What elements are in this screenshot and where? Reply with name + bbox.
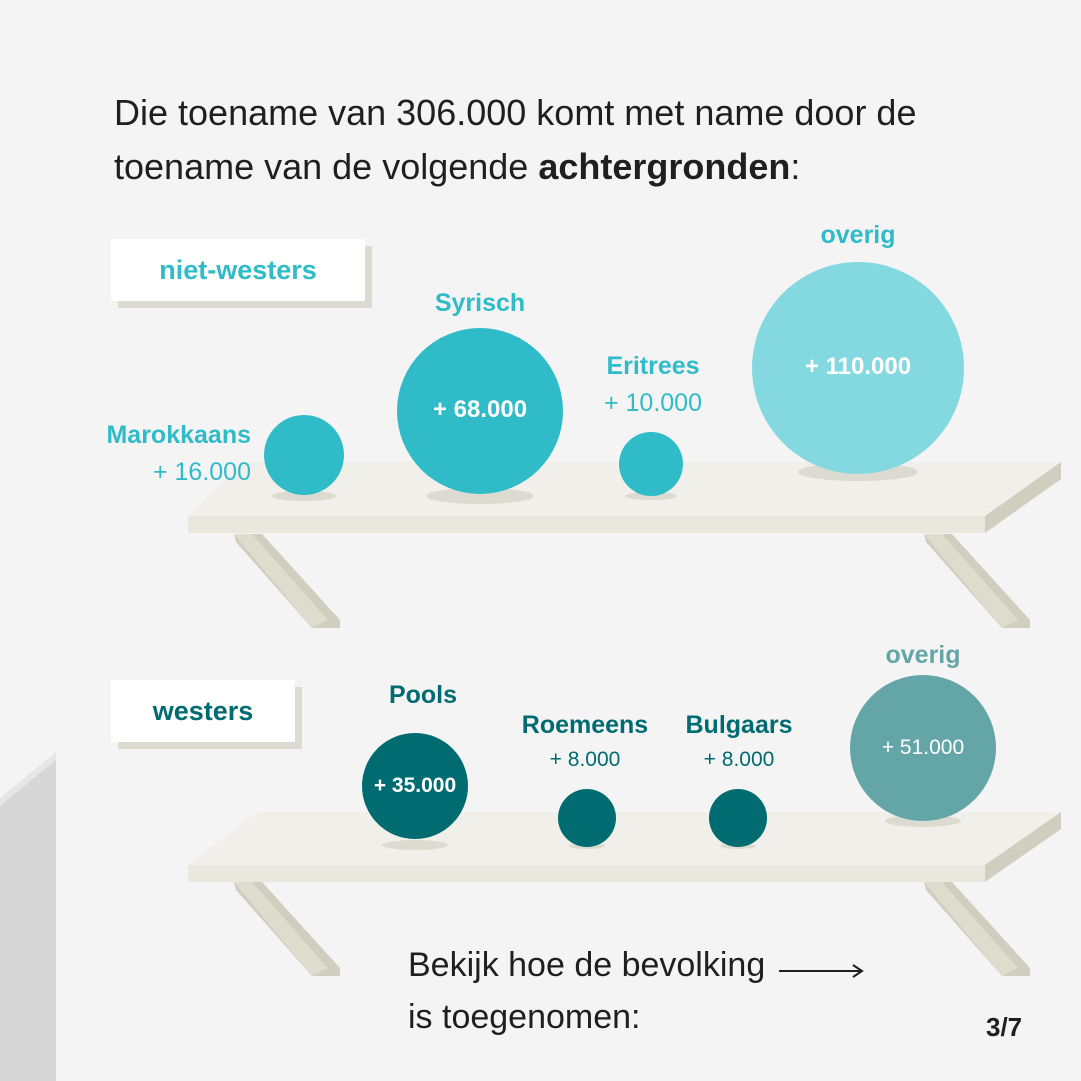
group-label-niet-westers: niet-westers xyxy=(159,254,317,285)
value-w-overig: + 51.000 xyxy=(881,736,965,759)
bottom-shelf-front xyxy=(188,865,985,882)
heading-line-2-suffix: : xyxy=(790,146,801,187)
top-shelf-bracket-left-face xyxy=(234,534,328,628)
bottom-shelf-bracket-right-face xyxy=(924,882,1018,976)
bubble-bulgaars xyxy=(709,789,767,847)
value-pools: + 35.000 xyxy=(373,774,457,797)
bubble-eritrees xyxy=(619,432,683,496)
cta-line-1-text: Bekijk hoe de bevolking xyxy=(408,946,766,984)
cta-line-2: is toegenomen: xyxy=(408,998,641,1037)
label-marokkaans: Marokkaans xyxy=(106,421,251,449)
corner-block xyxy=(0,758,56,1081)
arrow-right-icon[interactable] xyxy=(779,942,865,992)
heading-line-2-prefix: toename van de volgende xyxy=(114,146,539,187)
value-marokkaans: + 16.000 xyxy=(152,458,251,486)
group-tag-westers xyxy=(111,680,295,742)
call-to-action[interactable] xyxy=(408,940,865,1042)
page-indicator: 3/7 xyxy=(986,1012,1023,1042)
value-roemeens: + 8.000 xyxy=(549,748,621,771)
cta-line-1 xyxy=(408,940,865,992)
bubble-roemeens xyxy=(558,789,616,847)
value-eritrees: + 10.000 xyxy=(603,389,702,417)
value-syrisch: + 68.000 xyxy=(432,396,528,423)
label-bulgaars: Bulgaars xyxy=(685,711,793,739)
value-nw-overig: + 110.000 xyxy=(804,353,912,380)
top-shelf-bracket-right-face xyxy=(924,534,1018,628)
label-nw-overig: overig xyxy=(820,221,896,249)
value-bulgaars: + 8.000 xyxy=(703,748,775,771)
label-syrisch: Syrisch xyxy=(434,289,526,317)
label-pools: Pools xyxy=(388,681,458,709)
group-tag-niet-westers xyxy=(111,239,365,301)
shadow-pools xyxy=(382,840,448,850)
top-shelf-front xyxy=(188,516,985,533)
bubble-marokkaans xyxy=(264,415,344,495)
heading-emphasis: achtergronden xyxy=(538,146,791,187)
label-roemeens: Roemeens xyxy=(521,711,649,739)
heading-line-1: Die toename van 306.000 komt met name door de xyxy=(114,92,917,133)
label-w-overig: overig xyxy=(885,641,961,669)
bottom-shelf-bracket-left-face xyxy=(234,882,328,976)
group-label-westers: westers xyxy=(152,695,254,726)
label-eritrees: Eritrees xyxy=(606,352,700,380)
